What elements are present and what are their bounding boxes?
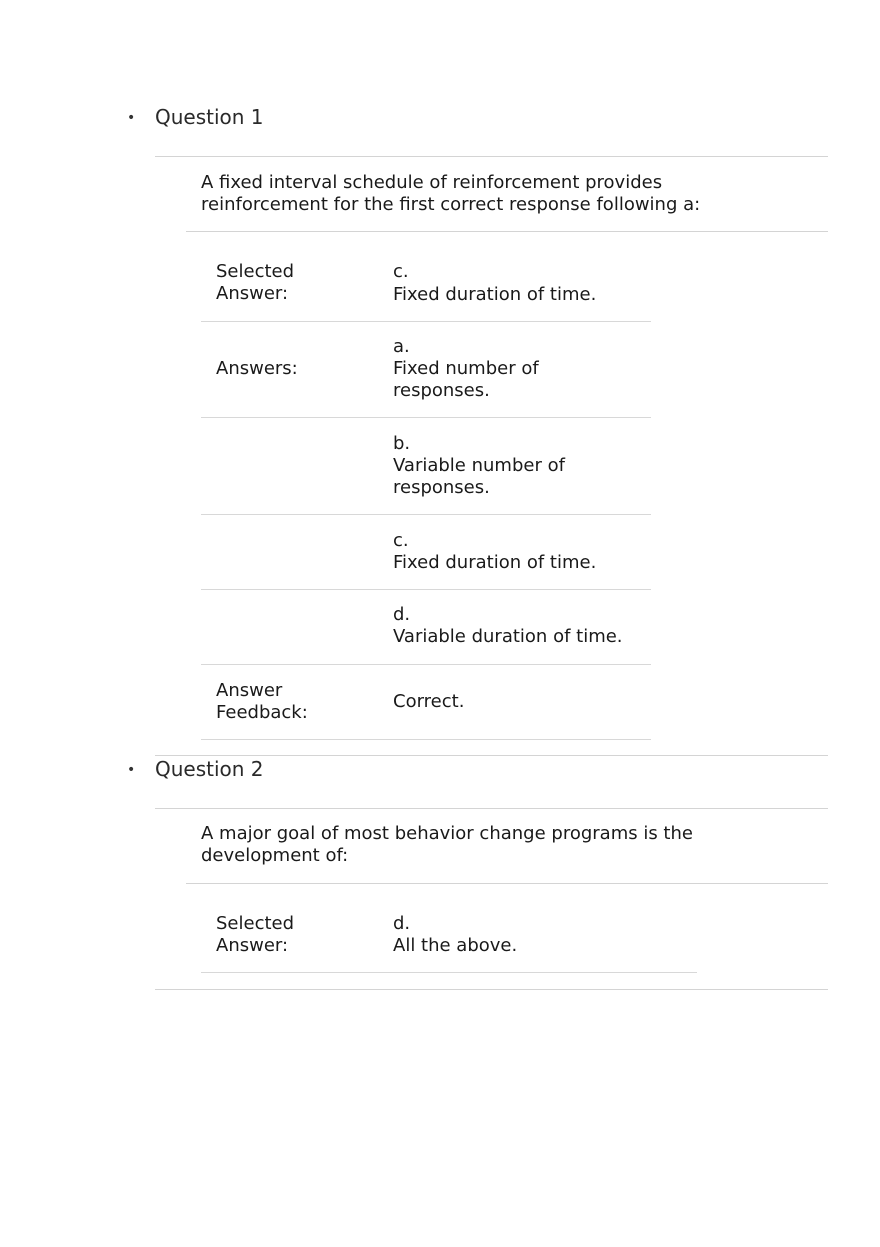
bullet-icon: • (127, 762, 136, 778)
answers-label: Answers: (216, 358, 298, 379)
answer-c-letter: c. (393, 530, 409, 551)
question-1-title: Question 1 (155, 105, 264, 129)
divider (155, 755, 828, 756)
answer-b-text: Variable number of responses. (393, 455, 565, 498)
answer-c-text: Fixed duration of time. (393, 552, 597, 573)
row-divider (201, 417, 651, 418)
selected-answer-text: All the above. (393, 935, 518, 956)
divider (155, 156, 828, 157)
answer-d-letter: d. (393, 604, 411, 625)
divider (186, 231, 828, 232)
answer-feedback-text: Correct. (393, 691, 465, 712)
answer-b-letter: b. (393, 433, 411, 454)
divider (155, 989, 828, 990)
answer-a-letter: a. (393, 336, 410, 357)
row-divider (201, 972, 697, 973)
answer-feedback-label: Answer Feedback: (216, 680, 308, 723)
row-divider (201, 589, 651, 590)
selected-answer-letter: c. (393, 261, 409, 282)
selected-answer-text: Fixed duration of time. (393, 284, 597, 305)
bullet-icon: • (127, 110, 136, 126)
answer-d-text: Variable duration of time. (393, 626, 623, 647)
row-divider (201, 664, 651, 665)
row-divider (201, 514, 651, 515)
row-divider (201, 739, 651, 740)
question-1-text: A fixed interval schedule of reinforcement provides reinforcement for the first correct response following a: (201, 172, 701, 215)
selected-answer-label: Selected Answer: (216, 913, 295, 956)
selected-answer-label: Selected Answer: (216, 261, 295, 304)
answer-a-text: Fixed number of responses. (393, 358, 539, 401)
question-2-title: Question 2 (155, 757, 264, 781)
question-2-text: A major goal of most behavior change programs is the development of: (201, 823, 693, 866)
divider (186, 883, 828, 884)
selected-answer-letter: d. (393, 913, 411, 934)
row-divider (201, 321, 651, 322)
divider (155, 808, 828, 809)
